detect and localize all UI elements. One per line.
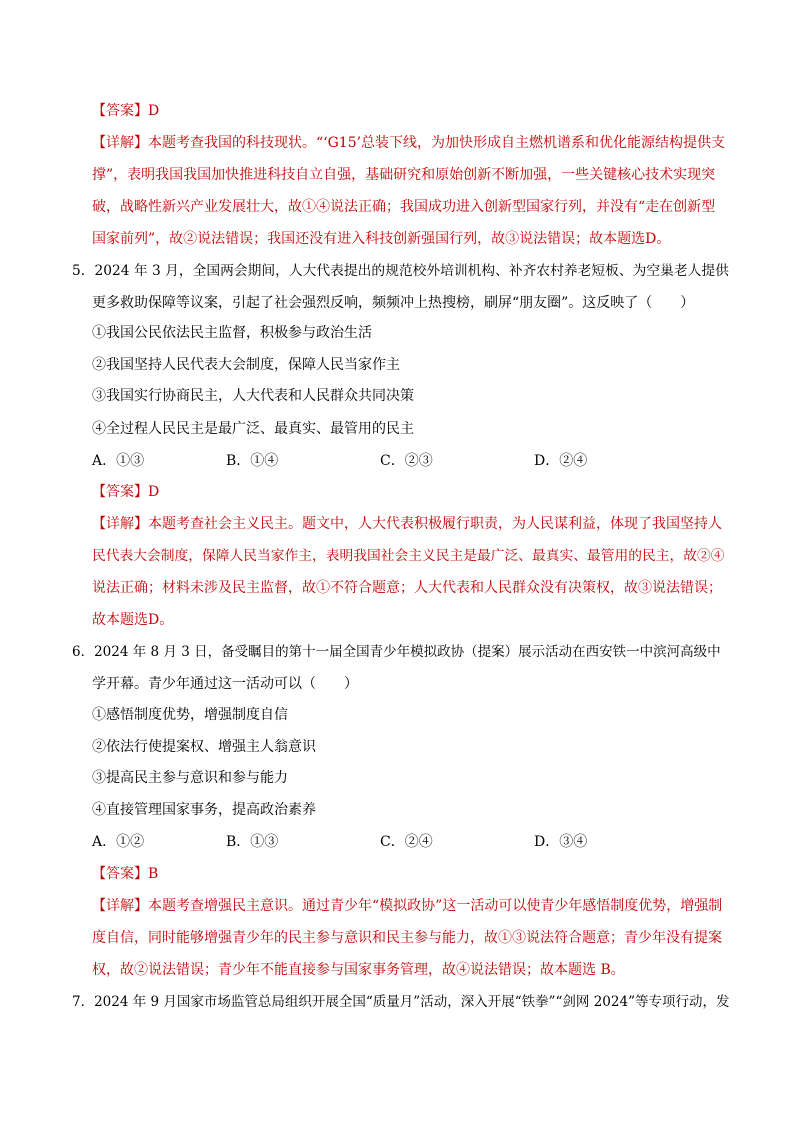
question-6-stem-line1: 6．2024 年 8 月 3 日，备受瞩目的第十一届全国青少年模拟政协（提案）展示活动在西安铁一中滨河高级中 [72, 644, 721, 660]
question-5-statement-1: ①我国公民依法民主监督，积极参与政治生活 [92, 325, 372, 341]
explanation-q4-line1: 【详解】本题考查我国的科技现状。“‘G15’总装下线，为加快形成自主燃机谱系和优化能源结构提供支 [92, 135, 726, 151]
question-5-statement-2: ②我国坚持人民代表大会制度，保障人民当家作主 [92, 357, 400, 373]
option-b[interactable]: B．①③ [226, 834, 279, 850]
explanation-q5-line4: 故本题选D。 [92, 612, 174, 628]
question-6-statement-2: ②依法行使提案权、增强主人翁意识 [92, 739, 316, 755]
question-5-statement-3: ③我国实行协商民主，人大代表和人民群众共同决策 [92, 388, 414, 404]
explanation-q4-line4: 国家前列”，故②说法错误；我国还没有进入科技创新强国行列，故③说法错误；故本题选D。 [92, 231, 671, 247]
answer-q4: 【答案】D [92, 103, 160, 119]
question-6-statement-4: ④直接管理国家事务，提高政治素养 [92, 802, 316, 818]
explanation-q6-line1: 【详解】本题考查增强民主意识。通过青少年“模拟政协”这一活动可以使青少年感悟制度优势，增强制 [92, 898, 723, 914]
option-a[interactable]: A．①③ [92, 453, 145, 469]
explanation-q6-line2: 度自信，同时能够增强青少年的民主参与意识和民主参与能力，故①③说法符合题意；青少年没有提案 [92, 930, 722, 946]
question-6-stem-line2: 学开幕。青少年通过这一活动可以（ ） [92, 676, 358, 692]
explanation-q5-line2: 民代表大会制度，保障人民当家作主，表明我国社会主义民主是最广泛、最真实、最管用的民主，故②④ [92, 548, 725, 564]
explanation-q5-line3: 说法正确；材料未涉及民主监督，故①不符合题意；人大代表和人民群众没有决策权，故③说法错误； [92, 580, 722, 596]
option-c[interactable]: C．②③ [380, 453, 433, 469]
question-5-stem-line2: 更多救助保障等议案，引起了社会强烈反响，频频冲上热搜榜，刷屏“朋友圈”。这反映了（ ） [92, 295, 695, 311]
option-b[interactable]: B．①④ [226, 453, 279, 469]
option-c[interactable]: C．②④ [380, 834, 433, 850]
question-6-statement-1: ①感悟制度优势，增强制度自信 [92, 707, 288, 723]
explanation-q4-line2: 撑”，表明我国我国加快推进科技自立自强，基础研究和原始创新不断加强，一些关键核心技术实现突 [92, 167, 716, 183]
question-7-stem-line1: 7．2024 年 9 月国家市场监管总局组织开展全国“质量月”活动，深入开展“铁拳”“剑网 2024”等专项行动，发 [72, 994, 730, 1010]
question-5-statement-4: ④全过程人民民主是最广泛、最真实、最管用的民主 [92, 421, 414, 437]
question-5-stem-line1: 5．2024 年 3 月，全国两会期间，人大代表提出的规范校外培训机构、补齐农村养老短板、为空巢老人提供 [72, 263, 729, 279]
answer-q6: 【答案】B [92, 866, 159, 882]
option-a[interactable]: A．①② [92, 834, 145, 850]
option-d[interactable]: D．③④ [534, 834, 588, 850]
explanation-q4-line3: 破，战略性新兴产业发展壮大，故①④说法正确；我国成功进入创新型国家行列，并没有“走在创新型 [92, 199, 716, 215]
answer-q5: 【答案】D [92, 484, 160, 500]
option-d[interactable]: D．②④ [534, 453, 588, 469]
explanation-q5-line1: 【详解】本题考查社会主义民主。题文中，人大代表积极履行职责，为人民谋利益，体现了我国坚持人 [92, 516, 722, 532]
question-6-statement-3: ③提高民主参与意识和参与能力 [92, 770, 288, 786]
explanation-q6-line3: 权，故②说法错误；青少年不能直接参与国家事务管理，故④说法错误；故本题选 B。 [92, 962, 625, 978]
